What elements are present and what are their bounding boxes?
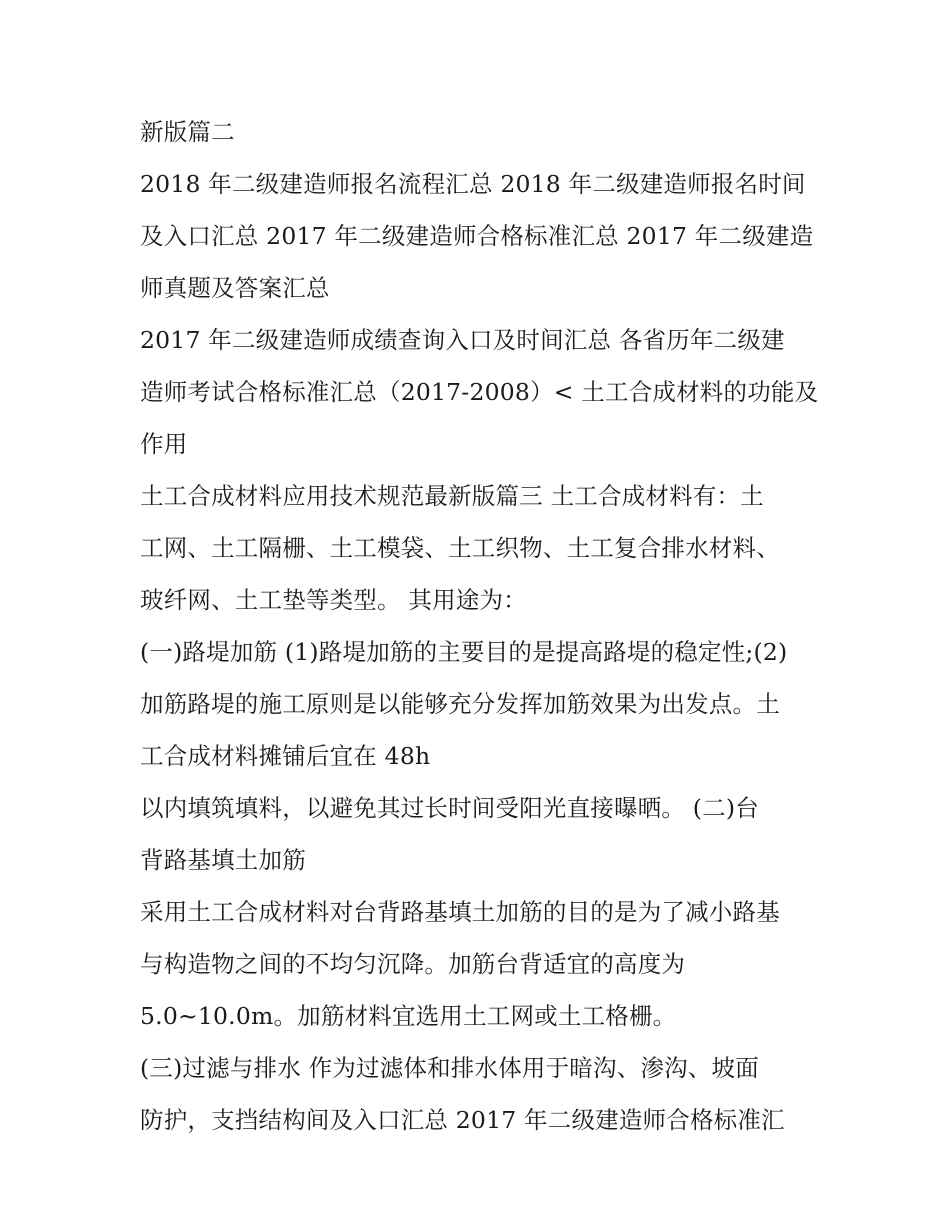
text-line: 背路基填土加筋 bbox=[140, 846, 306, 874]
text-line: 加筋路堤的施工原则是以能够充分发挥加筋效果为出发点。土 bbox=[140, 690, 780, 718]
text-line: 2018 年二级建造师报名流程汇总 2018 年二级建造师报名时间 bbox=[140, 170, 806, 198]
document-body bbox=[140, 106, 820, 1146]
text-line: 工网、土工隔栅、土工模袋、土工织物、土工复合排水材料、 bbox=[140, 534, 780, 562]
text-line: 5.0~10.0m。加筋材料宜选用土工网或土工格栅。 bbox=[140, 1002, 677, 1030]
text-line: 土工合成材料应用技术规范最新版篇三 土工合成材料有：土 bbox=[140, 482, 764, 510]
text-line: 与构造物之间的不均匀沉降。加筋台背适宜的高度为 bbox=[140, 950, 686, 978]
text-line: (三)过滤与排水 作为过滤体和排水体用于暗沟、渗沟、坡面 bbox=[140, 1054, 759, 1082]
text-line: 及入口汇总 2017 年二级建造师合格标准汇总 2017 年二级建造 bbox=[140, 222, 814, 250]
text-line: 作用 bbox=[140, 430, 188, 458]
text-line: 工合成材料摊铺后宜在 48h bbox=[140, 742, 431, 770]
text-line: 新版篇二 bbox=[140, 118, 235, 146]
text-line: 玻纤网、土工垫等类型。 其用途为： bbox=[140, 586, 527, 614]
text-line: 以内填筑填料，以避免其过长时间受阳光直接曝晒。 (二)台 bbox=[140, 794, 759, 822]
text-line: (一)路堤加筋 (1)路堤加筋的主要目的是提高路堤的稳定性;(2) bbox=[140, 638, 788, 666]
text-line: 防护，支挡结构间及入口汇总 2017 年二级建造师合格标准汇 bbox=[140, 1106, 785, 1134]
text-line: 采用土工合成材料对台背路基填土加筋的目的是为了减小路基 bbox=[140, 898, 780, 926]
text-line: 2017 年二级建造师成绩查询入口及时间汇总 各省历年二级建 bbox=[140, 326, 785, 354]
text-line: 造师考试合格标准汇总（2017-2008）< 土工合成材料的功能及 bbox=[140, 378, 819, 406]
text-line: 师真题及答案汇总 bbox=[140, 274, 330, 302]
